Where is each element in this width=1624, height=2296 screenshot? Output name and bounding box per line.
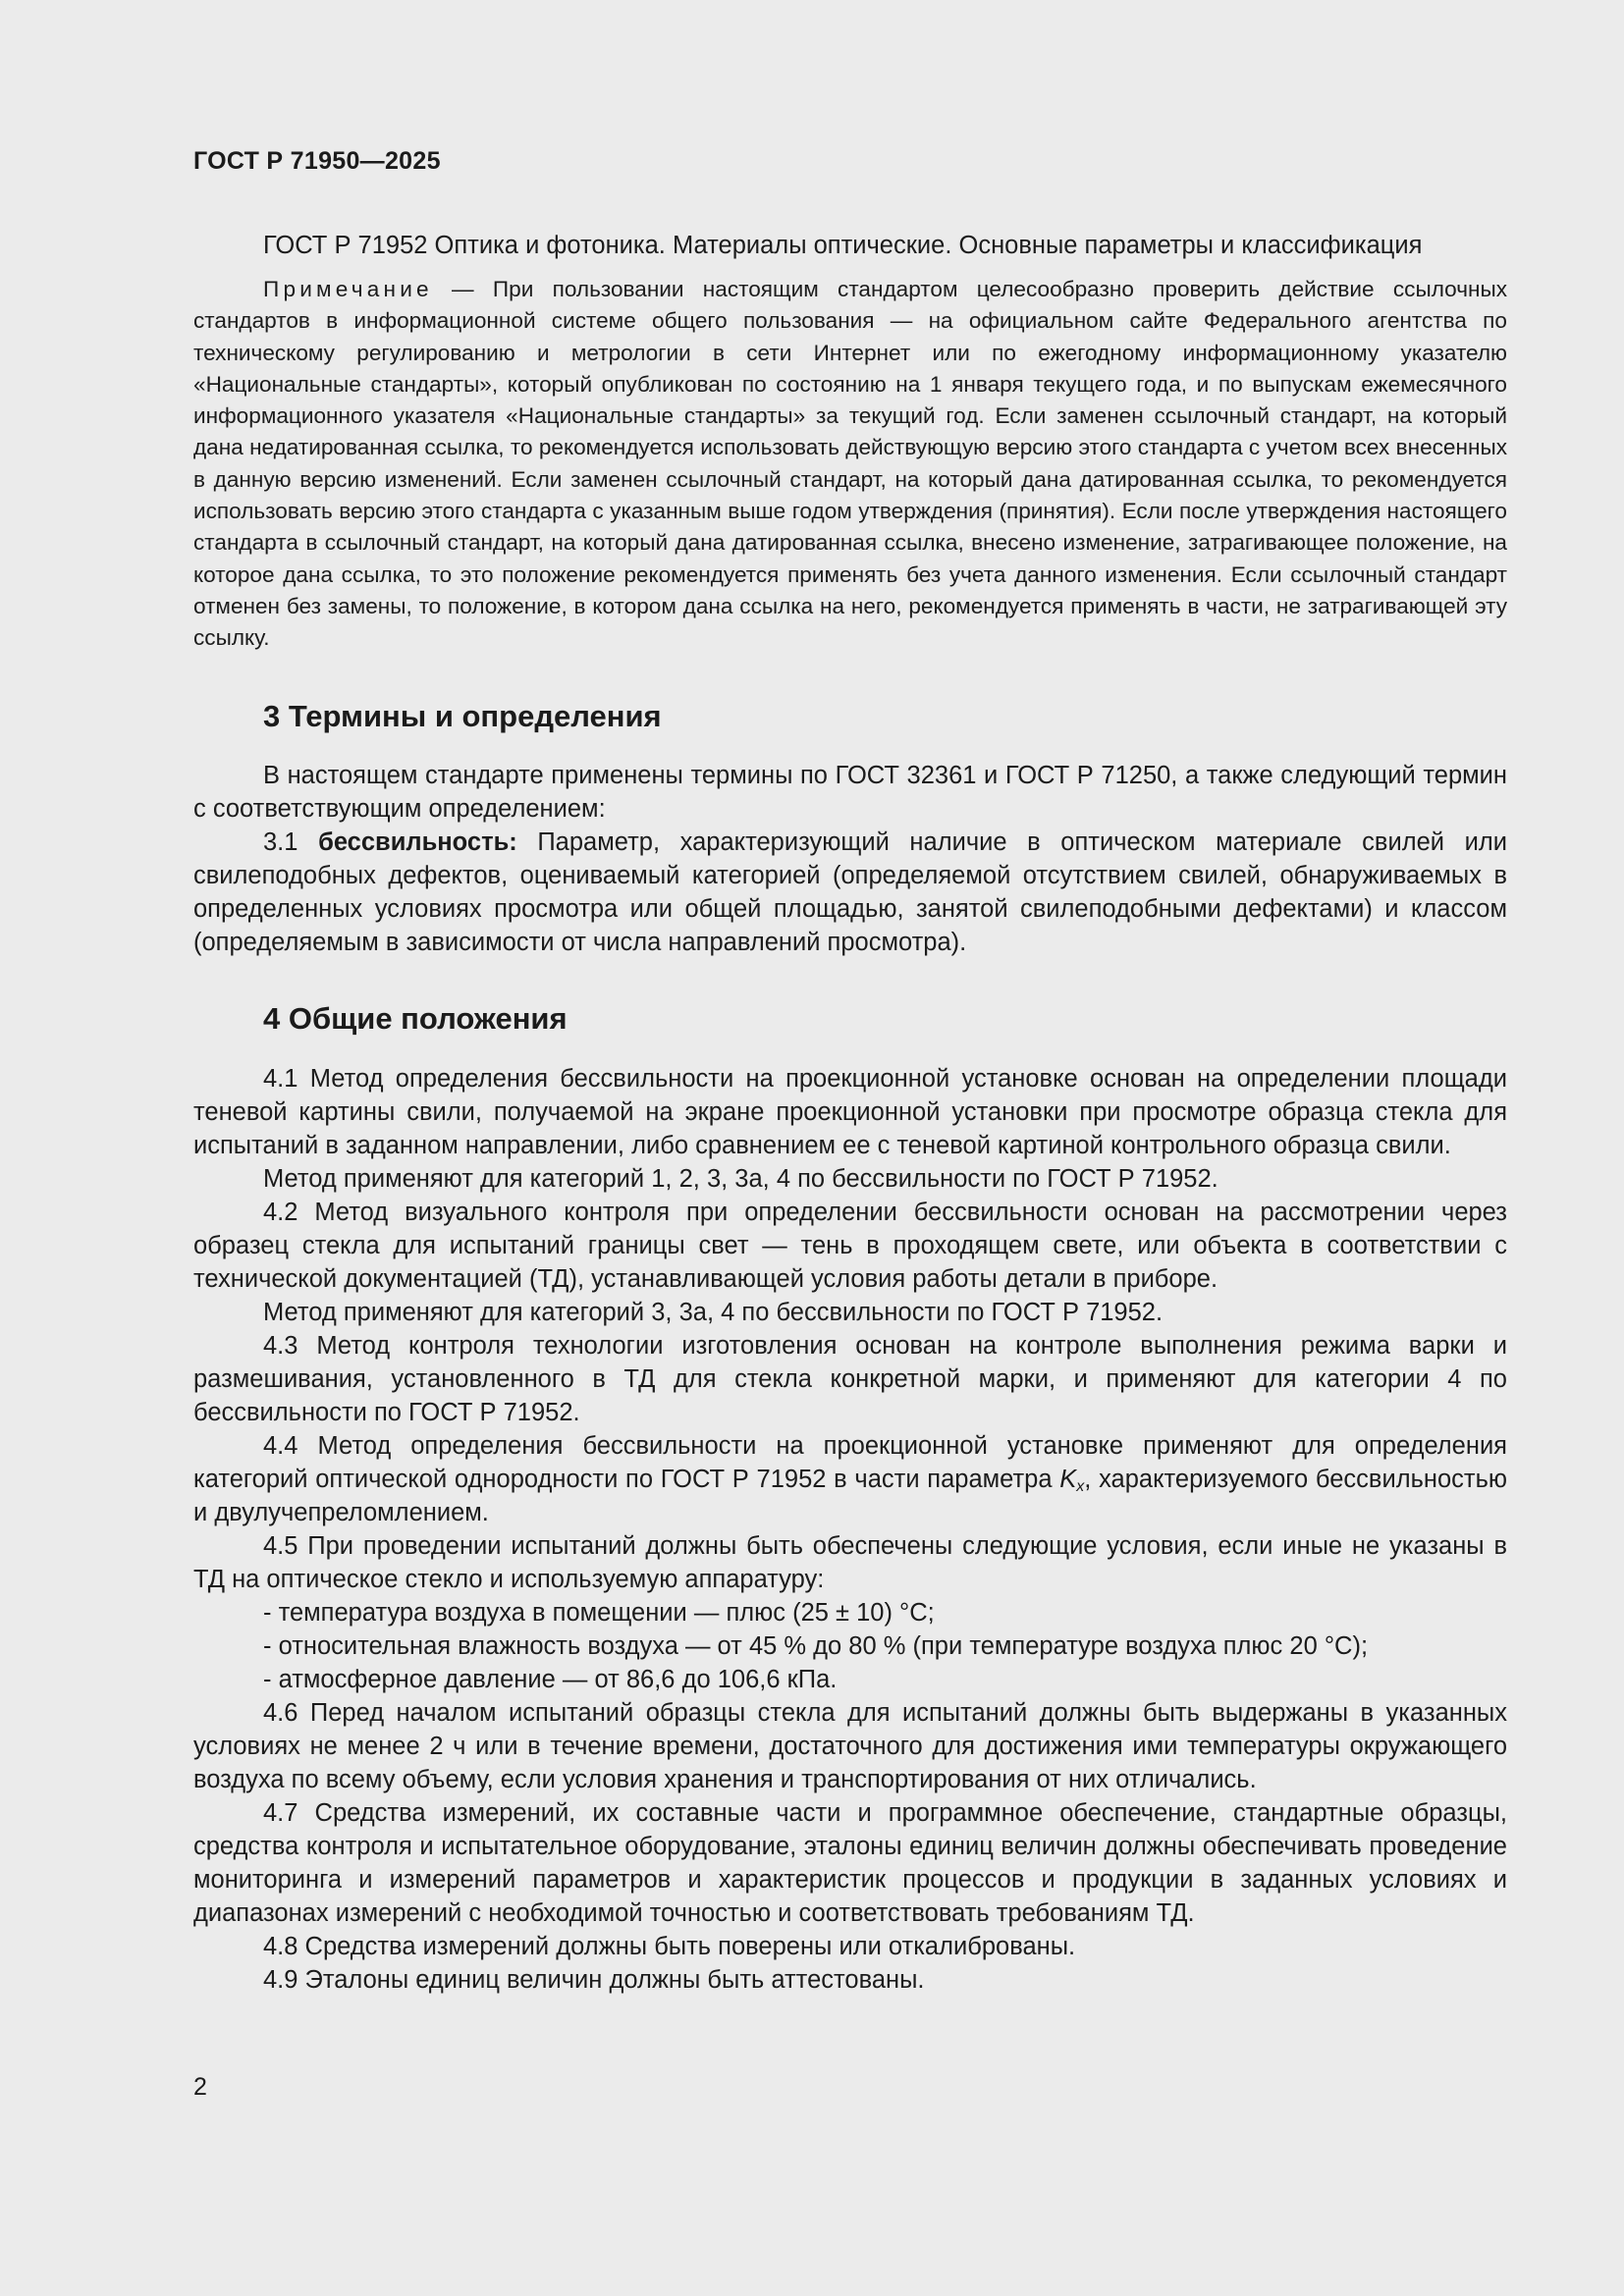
section-4-title: 4 Общие положения xyxy=(263,1001,568,1036)
section-3-title: 3 Термины и определения xyxy=(263,699,662,733)
section-4-body xyxy=(193,1062,1507,1997)
section-3-intro: В настоящем стандарте применены термины по ГОСТ 32361 и ГОСТ Р 71250, а также следующий термин с соответствующим определением: xyxy=(193,762,1507,823)
normative-reference: ГОСТ Р 71952 Оптика и фотоника. Материалы оптические. Основные параметры и классификация xyxy=(263,232,1423,259)
paragraph-4-4-text: 4.4 Метод определения бессвильности на проекционной установке применяют для определения категорий оптической однородности по ГОСТ Р 71952 в части параметра xyxy=(193,1432,1507,1493)
note-label: Примечание xyxy=(263,277,433,301)
condition-humidity: - относительная влажность воздуха — от 45 % до 80 % (при температуре воздуха плюс 20 °С); xyxy=(263,1632,1369,1660)
term-number: 3.1 xyxy=(263,828,319,856)
term-definition: Параметр, характеризующий наличие в оптическом материале свилей или свилеподобных дефектов, оцениваемый категорией (определяемой отсутствием свилей, обнаруживаемых в определенных условиях просмотра или общей площадью, занятой свилеподобными дефектами) и классом (определяемым в зависимости от числа направлений просмотра). xyxy=(193,828,1507,956)
paragraph-4-3: 4.3 Метод контроля технологии изготовления основан на контроле выполнения режима варки и размешивания, установленного в ТД для стекла конкретной марки, и применяют для категории 4 по бессвильности по ГОСТ Р 71952. xyxy=(193,1332,1507,1426)
term-3-1 xyxy=(193,826,1507,959)
section-3-body xyxy=(193,759,1507,959)
paragraph-4-1: 4.1 Метод определения бессвильности на проекционной установке основан на определении площади теневой картины свили, получаемой на экране проекционной установки при просмотре образца стекла для испытаний в заданном направлении, либо сравнением ее с теневой картиной контрольного образца свили. xyxy=(193,1065,1507,1159)
paragraph-4-4 xyxy=(193,1429,1507,1529)
note-text: — При пользовании настоящим стандартом целесообразно проверить действие ссылочных стандартов в информационной системе общего пользования — на официальном сайте Федерального агентства по техническому регулированию и метрологии в сети Интернет или по ежегодному информационному указателю «Национальные стандарты», который опубликован по состоянию на 1 января текущего года, и по выпускам ежемесячного информационного указателя «Национальные стандарты» за текущий год. Если заменен ссылочный стандарт, на который дана недатированная ссылка, то рекомендуется использовать действующую версию этого стандарта с учетом всех внесенных в данную версию изменений. Если заменен ссылочный стандарт, на который дана датированная ссылка, то рекомендуется использовать версию этого стандарта с указанным выше годом утверждения (принятия). Если после утверждения настоящего стандарта в ссылочный стандарт, на который дана датированная ссылка, внесено изменение, затрагивающее положение, на которое дана ссылка, то это положение рекомендуется применять без учета данного изменения. Если ссылочный стандарт отменен без замены, то положение, в котором дана ссылка на него, рекомендуется применять в части, не затрагивающей эту ссылку. xyxy=(193,277,1507,651)
condition-pressure: - атмосферное давление — от 86,6 до 106,6 кПа. xyxy=(263,1666,838,1693)
paragraph-4-2: 4.2 Метод визуального контроля при определении бессвильности основан на рассмотрении через образец стекла для испытаний границы свет — тень в проходящем свете, или объекта в соответствии с технической документацией (ТД), устанавливающей условия работы детали в приборе. xyxy=(193,1199,1507,1293)
paragraph-4-5: 4.5 При проведении испытаний должны быть обеспечены следующие условия, если иные не указаны в ТД на оптическое стекло и используемую аппаратуру: xyxy=(193,1532,1507,1593)
paragraph-4-7: 4.7 Средства измерений, их составные части и программное обеспечение, стандартные образцы, средства контроля и испытательное оборудование, эталоны единиц величин должны обеспечивать проведение мониторинга и измерений параметров и характеристик процессов и продукции в заданных условиях и диапазонах измерений с необходимой точностью и соответствовать требованиям ТД. xyxy=(193,1799,1507,1927)
paragraph-4-9: 4.9 Эталоны единиц величин должны быть аттестованы. xyxy=(263,1966,925,1994)
paragraph-4-6: 4.6 Перед началом испытаний образцы стекла для испытаний должны быть выдержаны в указанных условиях не менее 2 ч или в течение времени, достаточного для достижения ими температуры окружающего воздуха по всему объему, если условия хранения и транспортирования от них отличались. xyxy=(193,1699,1507,1793)
paragraph-4-4-tail: , характеризуемого бессвильностью и двулучепреломлением. xyxy=(193,1466,1507,1526)
page-number: 2 xyxy=(193,2073,207,2101)
term-name: бессвильность: xyxy=(318,828,517,856)
condition-temperature: - температура воздуха в помещении — плюс (25 ± 10) °С; xyxy=(263,1599,935,1627)
symbol-k-subscript: x xyxy=(1076,1478,1085,1495)
document-code-header: ГОСТ Р 71950—2025 xyxy=(193,147,441,175)
paragraph-4-1-categories: Метод применяют для категорий 1, 2, 3, 3а, 4 по бессвильности по ГОСТ Р 71952. xyxy=(263,1165,1218,1193)
paragraph-4-8: 4.8 Средства измерений должны быть поверены или откалиброваны. xyxy=(263,1933,1076,1960)
note-paragraph xyxy=(193,274,1507,655)
paragraph-4-2-categories: Метод применяют для категорий 3, 3а, 4 по бессвильности по ГОСТ Р 71952. xyxy=(263,1299,1164,1326)
symbol-k: K xyxy=(1059,1466,1077,1493)
